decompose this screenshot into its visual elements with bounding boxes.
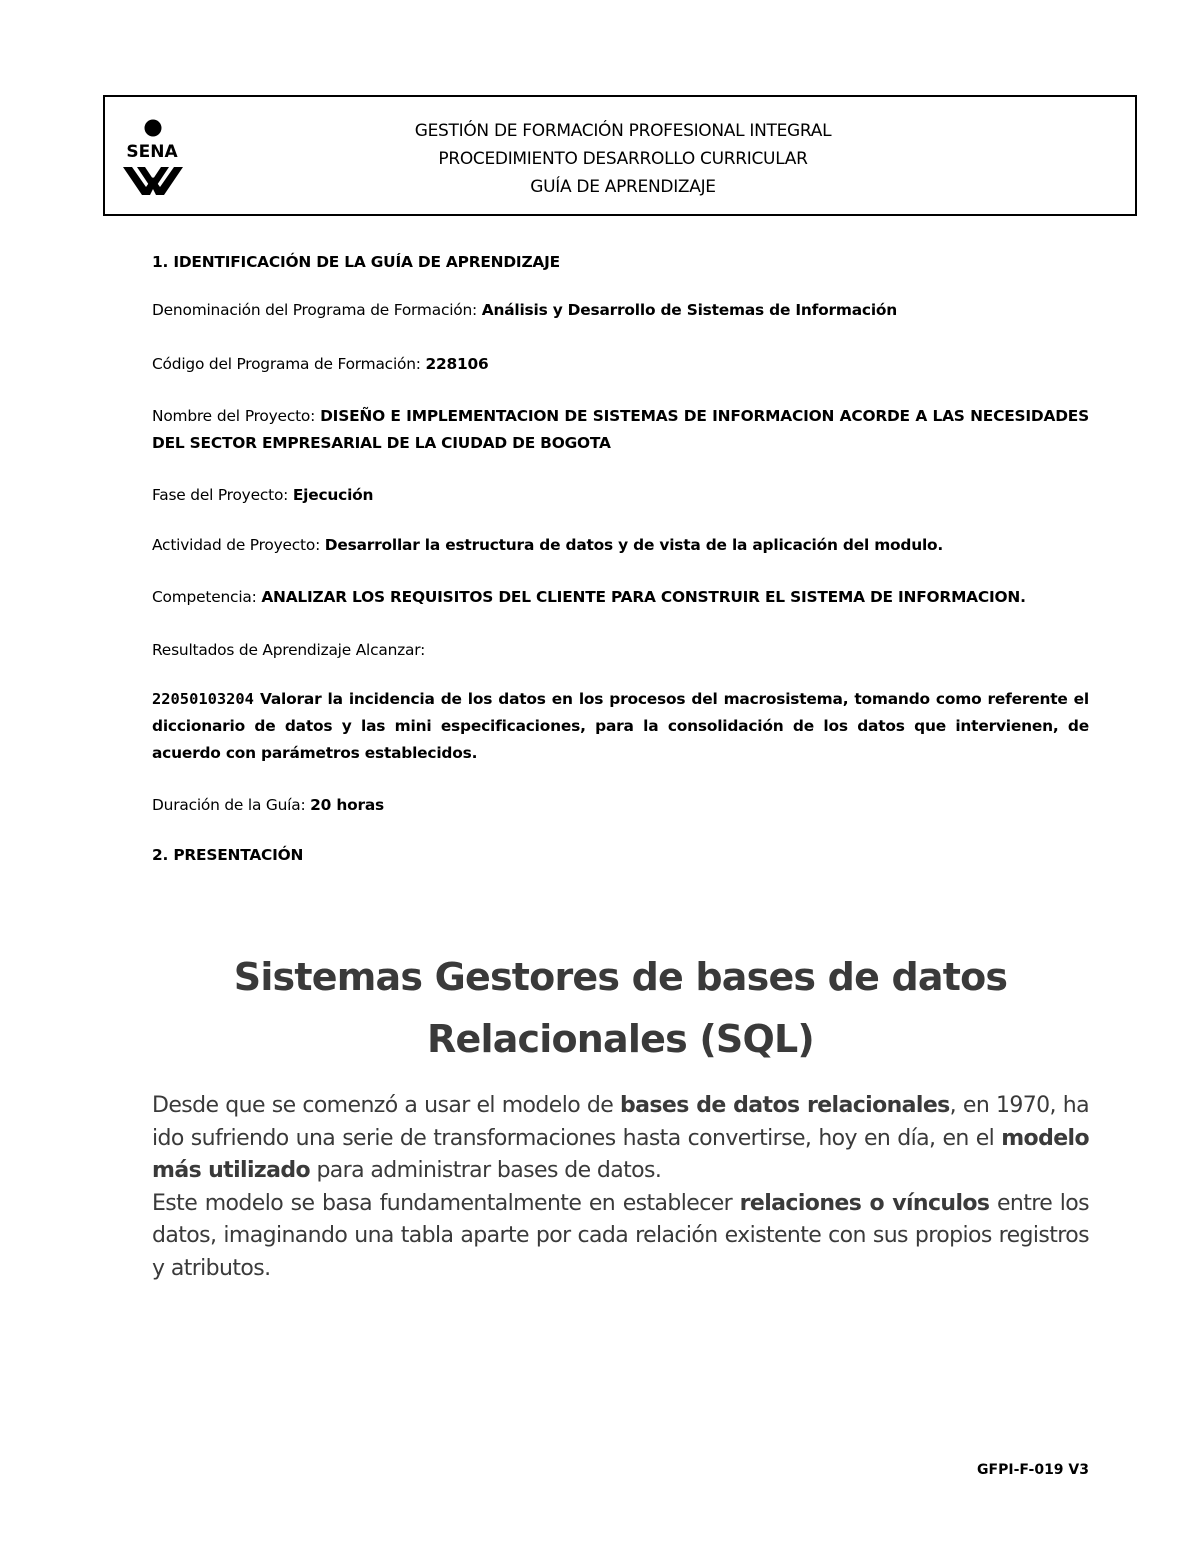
presentation-body	[152, 1090, 1089, 1285]
resultado-code: 22050103204	[152, 690, 254, 708]
resultado-aprendizaje	[152, 686, 1089, 767]
competencia-row	[152, 583, 1089, 611]
proyecto-value: DISEÑO E IMPLEMENTACION DE SISTEMAS DE INFORMACION ACORDE A LAS NECESIDADES DEL SECTOR EMPRESARIAL DE LA CIUDAD DE BOGOTA	[152, 407, 1089, 452]
presentation-heading-line-1: Sistemas Gestores de bases de datos	[233, 955, 1008, 999]
duracion-row	[152, 791, 1089, 819]
p1-text-b: , en 1970, ha ido sufriendo una serie de transformaciones hasta convertirse, hoy en día, en el	[152, 1093, 1089, 1151]
duracion-label: Duración de la Guía:	[152, 796, 311, 814]
competencia-value: ANALIZAR LOS REQUISITOS DEL CLIENTE PARA CONSTRUIR EL SISTEMA DE INFORMACION.	[261, 588, 1026, 606]
header-line-1: GESTIÓN DE FORMACIÓN PROFESIONAL INTEGRAL	[414, 121, 832, 141]
actividad-label: Actividad de Proyecto:	[152, 536, 325, 554]
presentation-heading	[152, 946, 1089, 1070]
section-2-title: 2. PRESENTACIÓN	[152, 846, 304, 864]
resultado-text: Valorar la incidencia de los datos en los procesos del macrosistema, tomando como referente el diccionario de datos y las mini especificaciones, para la consolidación de los datos que intervienen, de acuerdo con parámetros establecidos.	[152, 690, 1089, 762]
section-1-title: 1. IDENTIFICACIÓN DE LA GUÍA DE APRENDIZAJE	[152, 253, 560, 271]
p1-bold-a: bases de datos relacionales	[620, 1093, 950, 1118]
form-code: GFPI-F-019 V3	[977, 1462, 1089, 1478]
programa-row	[152, 296, 1089, 324]
fase-row	[152, 481, 1089, 509]
p1-text-a: Desde que se comenzó a usar el modelo de	[152, 1093, 621, 1118]
proyecto-label: Nombre del Proyecto:	[152, 407, 321, 425]
header-titles	[105, 117, 1135, 201]
codigo-value: 228106	[425, 355, 489, 373]
p1-text-c: para administrar bases de datos.	[310, 1158, 662, 1183]
header-line-2: PROCEDIMIENTO DESARROLLO CURRICULAR	[438, 149, 808, 169]
document-header	[103, 95, 1137, 216]
competencia-label: Competencia:	[152, 588, 262, 606]
codigo-row	[152, 350, 1089, 378]
actividad-value: Desarrollar la estructura de datos y de vista de la aplicación del modulo.	[324, 536, 944, 554]
actividad-row	[152, 531, 1089, 559]
proyecto-row	[152, 403, 1089, 457]
fase-value: Ejecución	[292, 486, 374, 504]
presentation-heading-line-2: Relacionales (SQL)	[427, 1017, 814, 1061]
p2-text-a: Este modelo se basa fundamentalmente en establecer	[152, 1190, 740, 1216]
presentation-paragraph-1	[152, 1090, 1089, 1188]
fase-label: Fase del Proyecto:	[152, 486, 293, 504]
resultados-label: Resultados de Aprendizaje Alcanzar:	[152, 641, 426, 659]
codigo-label: Código del Programa de Formación:	[152, 355, 426, 373]
duracion-value: 20 horas	[310, 796, 385, 814]
p2-text-b: entre los datos, imaginando una tabla aparte por cada relación existente con sus propios registros y atributos.	[152, 1190, 1089, 1281]
p2-bold: relaciones o vínculos	[739, 1190, 990, 1216]
p1-bold-b: modelo más utilizado	[152, 1125, 1089, 1183]
programa-value: Análisis y Desarrollo de Sistemas de Información	[481, 301, 898, 319]
presentation-paragraph-2	[152, 1188, 1089, 1286]
svg-text:SENA: SENA	[126, 142, 178, 162]
header-line-3: GUÍA DE APRENDIZAJE	[530, 177, 716, 197]
programa-label: Denominación del Programa de Formación:	[152, 301, 482, 319]
